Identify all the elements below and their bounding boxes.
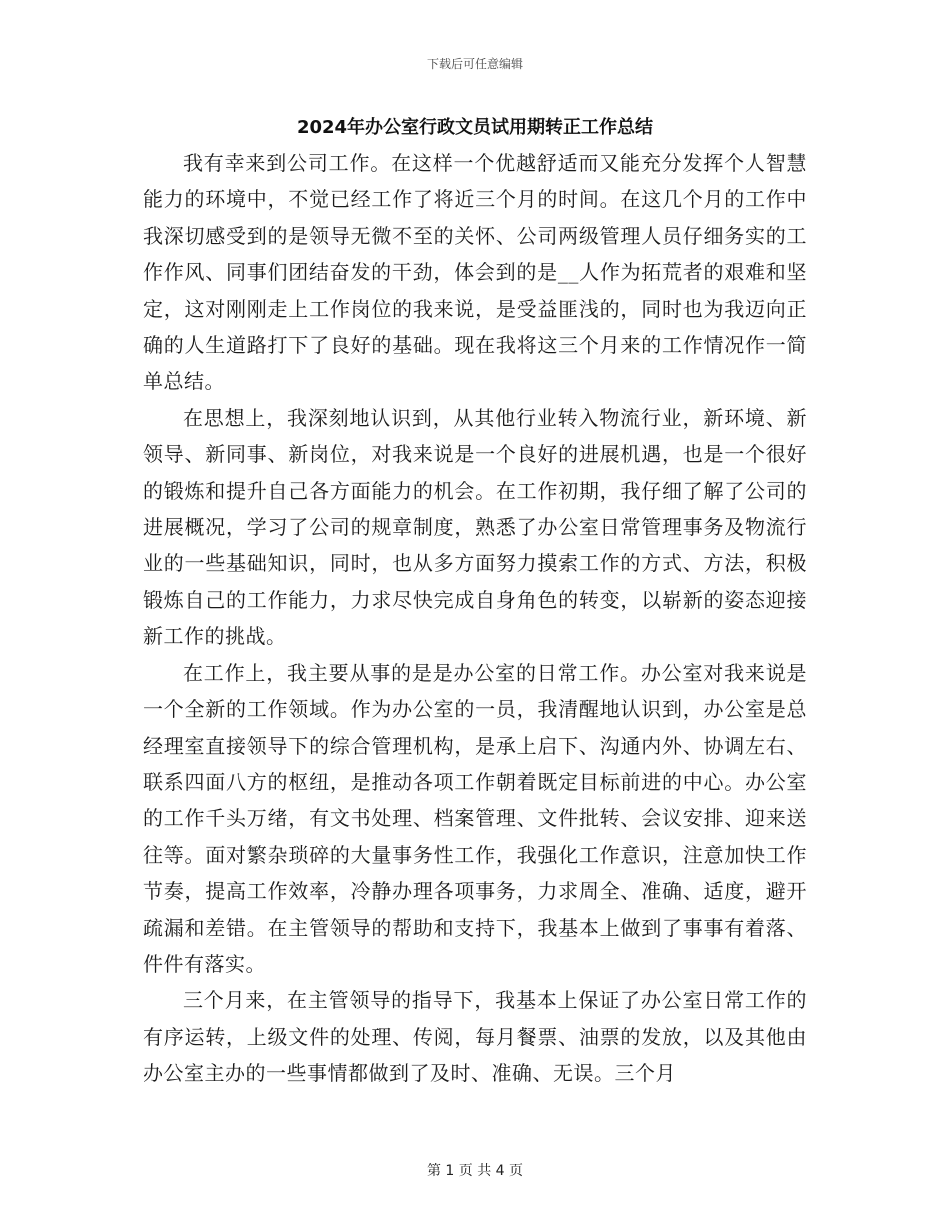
document-title: 2024年办公室行政文员试用期转正工作总结 [296, 117, 654, 138]
paragraph-4: 三个月来，在主管领导的指导下，我基本上保证了办公室日常工作的有序运转，上级文件的处理、传阅，每月餐票、油票的发放，以及其他由办公室主办的一些事情都做到了及时、准确、无误。三个月 [143, 988, 807, 1086]
page-header-note: 下载后可任意编辑 [426, 57, 523, 71]
document-body [143, 145, 807, 1092]
paragraph-1: 我有幸来到公司工作。在这样一个优越舒适而又能充分发挥个人智慧能力的环境中，不觉已经工作了将近三个月的时间。在这几个月的工作中我深切感受到的是领导无微不至的关怀、公司两级管理人员仔细务实的工作作风、同事们团结奋发的干劲，体会到的是__人作为拓荒者的艰难和坚定，这对刚刚走上工作岗位的我来说，是受益匪浅的，同时也为我迈向正确的人生道路打下了良好的基础。现在我将这三个月来的工作情况作一简单总结。 [143, 151, 807, 394]
page-number: 第 1 页 共 4 页 [426, 1163, 524, 1179]
paragraph-2: 在思想上，我深刻地认识到，从其他行业转入物流行业，新环境、新领导、新同事、新岗位，对我来说是一个良好的进展机遇，也是一个很好的锻炼和提升自己各方面能力的机会。在工作初期，我仔细了解了公司的进展概况，学习了公司的规章制度，熟悉了办公室日常管理事务及物流行业的一些基础知识，同时，也从多方面努力摸索工作的方式、方法，积极锻炼自己的工作能力，力求尽快完成自身角色的转变，以崭新的姿态迎接新工作的挑战。 [143, 405, 807, 649]
paragraph-3: 在工作上，我主要从事的是是办公室的日常工作。办公室对我来说是一个全新的工作领域。作为办公室的一员，我清醒地认识到，办公室是总经理室直接领导下的综合管理机构，是承上启下、沟通内外、协调左右、联系四面八方的枢纽，是推动各项工作朝着既定目标前进的中心。办公室的工作千头万绪，有文书处理、档案管理、文件批转、会议安排、迎来送往等。面对繁杂琐碎的大量事务性工作，我强化工作意识，注意加快工作节奏，提高工作效率，冷静办理各项事务，力求周全、准确、适度，避开疏漏和差错。在主管领导的帮助和支持下，我基本上做到了事事有着落、件件有落实。 [143, 660, 807, 976]
